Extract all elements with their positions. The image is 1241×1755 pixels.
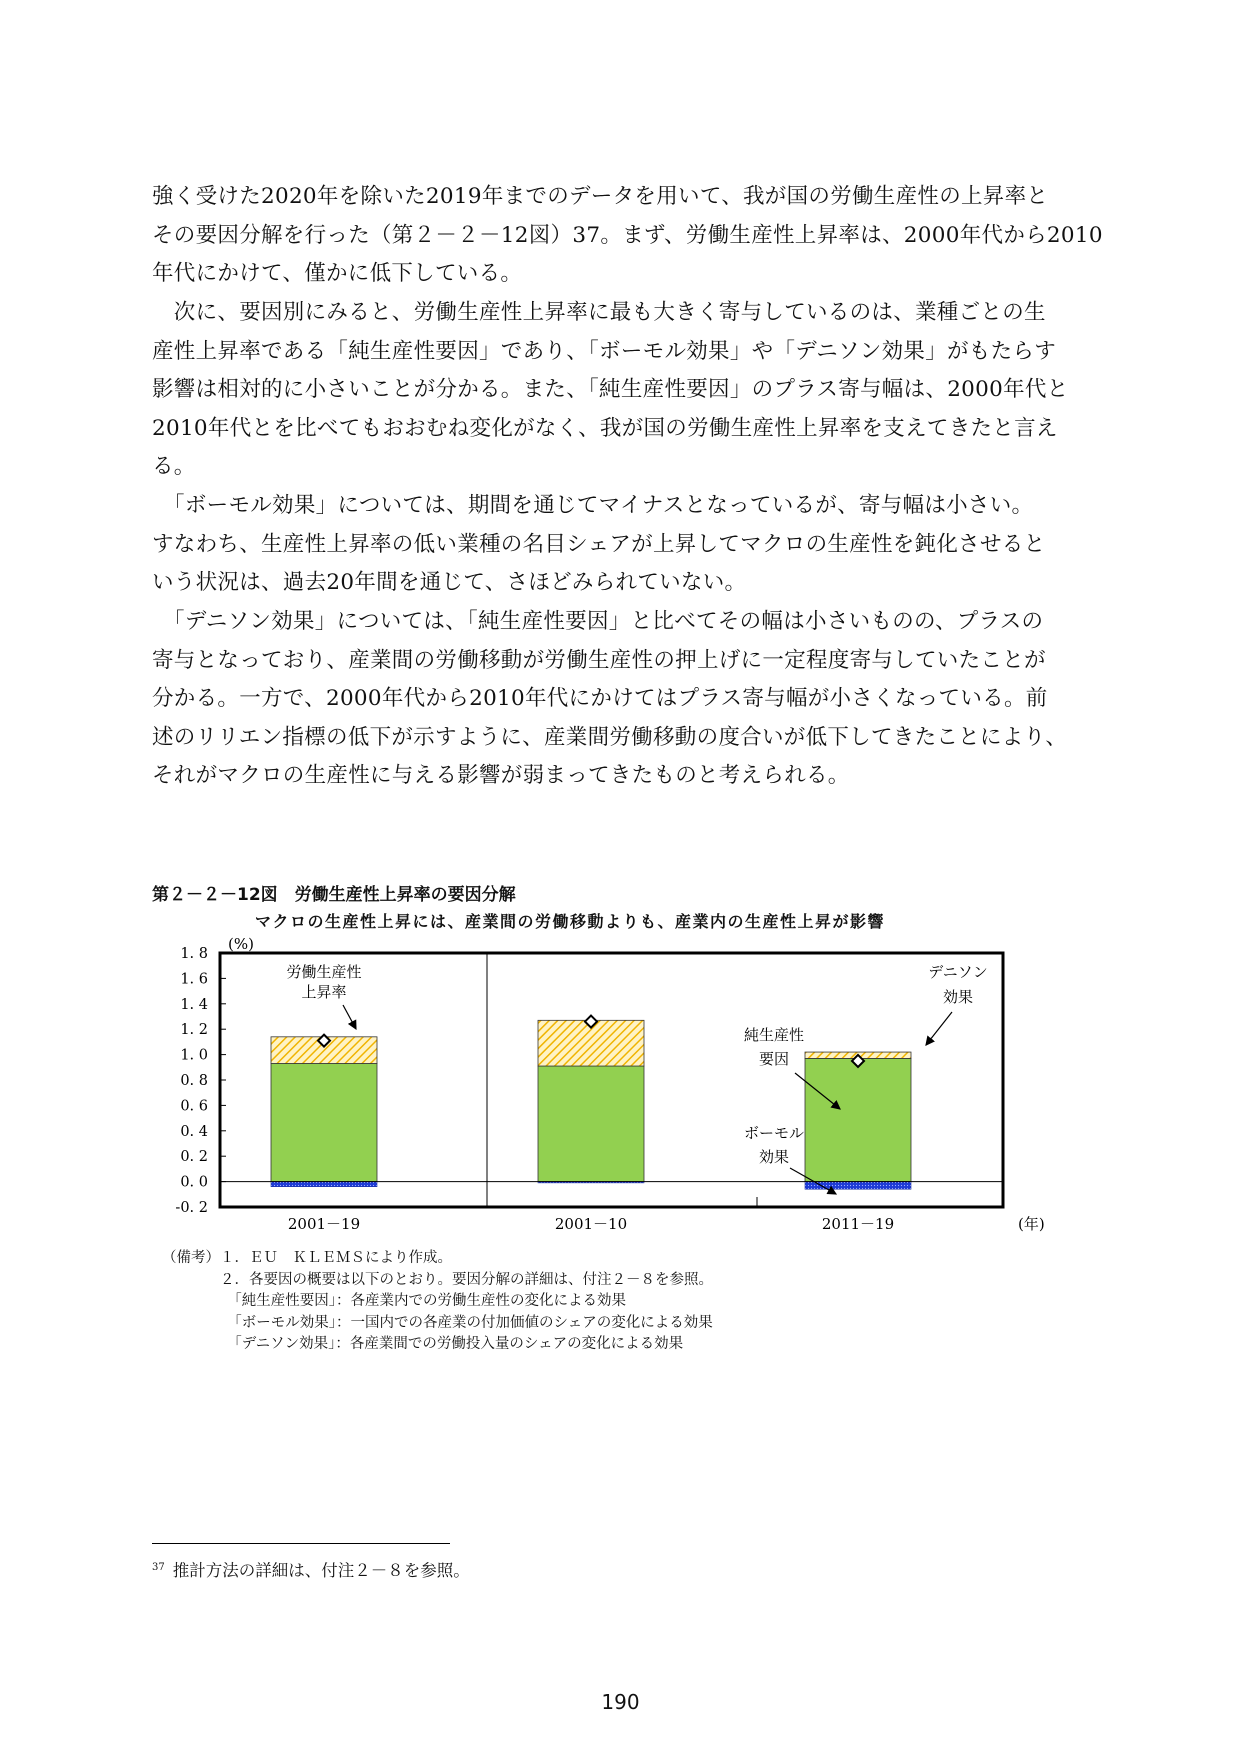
- x-axis-labels: [288, 1215, 894, 1233]
- figure-title: 第２－２－12図 労働生産性上昇率の要因分解: [152, 885, 516, 905]
- text-line: 強く受けた2020年を除いた2019年までのデータを用いて、我が国の労働生産性の上昇率と: [152, 184, 1049, 209]
- y-unit-label: (%): [228, 935, 254, 953]
- paragraph-2: [152, 294, 1096, 487]
- annotation-line: 上昇率: [301, 983, 347, 1001]
- annotation-line: 効果: [942, 988, 974, 1006]
- footnote-number: 37: [152, 1561, 165, 1573]
- x-tick-label: 2011－19: [821, 1215, 895, 1233]
- x-unit-label: (年): [1018, 1215, 1045, 1233]
- text-line: その要因分解を行った（第２－２－12図）37。まず、労働生産性上昇率は、2000年代から2010: [152, 222, 1103, 248]
- x-tick-label: 2001－10: [554, 1215, 628, 1233]
- footnote-rule: [152, 1543, 450, 1544]
- annotation-productivity-growth: [286, 963, 361, 1001]
- page-number: 190: [601, 1690, 640, 1714]
- y-tick-label: 1. 2: [180, 1022, 208, 1039]
- text-line: 影響は相対的に小さいことが分かる。また、「純生産性要因」のプラス寄与幅は、2000年代と: [152, 377, 1069, 403]
- annotation-line: ボーモル: [743, 1124, 805, 1142]
- annotation-arrow: [926, 1012, 952, 1045]
- text-line: 年代にかけて、僅かに低下している。: [152, 261, 523, 287]
- y-tick-label: 1. 8: [180, 946, 208, 962]
- x-tick-label: 2001－19: [287, 1215, 361, 1233]
- stacked-bar-chart: [150, 935, 1070, 1245]
- annotation-line: デニソン: [928, 963, 988, 981]
- paragraph-1: [152, 178, 1103, 294]
- text-line: 述のリリエン指標の低下が示すように、産業間労働移動の度合いが低下してきたことにより、: [152, 724, 1068, 750]
- y-tick-label: 0. 8: [180, 1073, 208, 1089]
- note-line: （備考）１．ＥＵ ＫＬＥＭＳにより作成。: [162, 1250, 452, 1266]
- y-tick-label: 0. 2: [180, 1149, 208, 1166]
- note-line: ２．各要因の概要は以下のとおり。要因分解の詳細は、付注２－８を参照。: [162, 1271, 713, 1288]
- y-tick-label: 0. 6: [180, 1098, 208, 1115]
- note-line: 「デニソン効果」：各産業間での労働投入量のシェアの変化による効果: [162, 1336, 684, 1352]
- bar-pure-productivity: [538, 1066, 644, 1182]
- paragraph-4: [152, 603, 1096, 796]
- figure-subtitle: マクロの生産性上昇には、産業間の労働移動よりも、産業内の生産性上昇が影響: [255, 912, 886, 931]
- annotation-line: 効果: [758, 1148, 790, 1166]
- annotation-baumol: [744, 1124, 804, 1166]
- bars: [271, 1020, 911, 1189]
- annotation-line: 純生産性: [743, 1026, 805, 1044]
- annotation-denison: [928, 963, 987, 1006]
- y-tick-label: -0. 2: [175, 1200, 208, 1216]
- y-tick-label: 1. 4: [180, 996, 208, 1013]
- note-line: 「ボーモル効果」：一国内での各産業の付加価値のシェアの変化による効果: [162, 1314, 713, 1331]
- bar-pure-productivity: [271, 1063, 377, 1181]
- text-line: いう状況は、過去20年間を通じて、さほどみられていない。: [152, 570, 747, 596]
- annotation-pure-productivity: [744, 1026, 804, 1068]
- y-tick-label: 0. 4: [180, 1123, 208, 1140]
- bar-pure-productivity: [805, 1058, 911, 1181]
- note-line: 「純生産性要因」：各産業内での労働生産性の変化による効果: [162, 1293, 626, 1309]
- annotation-line: 労働生産性: [286, 963, 362, 981]
- text-line: 「ボーモル効果」については、期間を通じてマイナスとなっているが、寄与幅は小さい。: [152, 493, 1034, 518]
- text-line: 産性上昇率である「純生産性要因」であり、「ボーモル効果」や「デニソン効果」がもたらす: [152, 338, 1056, 364]
- annotation-line: 要因: [758, 1050, 790, 1068]
- text-line: 分かる。一方で、2000年代から2010年代にかけてはプラス寄与幅が小さくなっている。前: [152, 686, 1048, 712]
- figure-notes: [162, 1248, 713, 1356]
- footnote-text: 推計方法の詳細は、付注２－８を参照。: [172, 1561, 470, 1580]
- paragraph-3: [152, 487, 1096, 603]
- text-line: 「デニソン効果」については、「純生産性要因」と比べてその幅は小さいものの、プラスの: [152, 609, 1044, 634]
- y-axis-ticks: [175, 946, 226, 1216]
- text-line: 2010年代とを比べてもおおむね変化がなく、我が国の労働生産性上昇率を支えてきたと言え: [152, 415, 1058, 441]
- text-line: すなわち、生産性上昇率の低い業種の名目シェアが上昇してマクロの生産性を鈍化させると: [152, 531, 1046, 557]
- text-line: る。: [152, 454, 196, 480]
- annotation-arrow: [343, 1005, 356, 1029]
- text-line: 次に、要因別にみると、労働生産性上昇率に最も大きく寄与しているのは、業種ごとの生: [152, 300, 1046, 325]
- footnote: [152, 1557, 470, 1581]
- y-tick-label: 1. 0: [180, 1047, 208, 1064]
- y-tick-label: 0. 0: [180, 1174, 208, 1191]
- bar-baumol: [271, 1182, 377, 1187]
- y-tick-label: 1. 6: [180, 971, 208, 988]
- text-line: 寄与となっており、産業間の労働移動が労働生産性の押上げに一定程度寄与していたことが: [152, 647, 1046, 673]
- text-line: それがマクロの生産性に与える影響が弱まってきたものと考えられる。: [152, 763, 850, 789]
